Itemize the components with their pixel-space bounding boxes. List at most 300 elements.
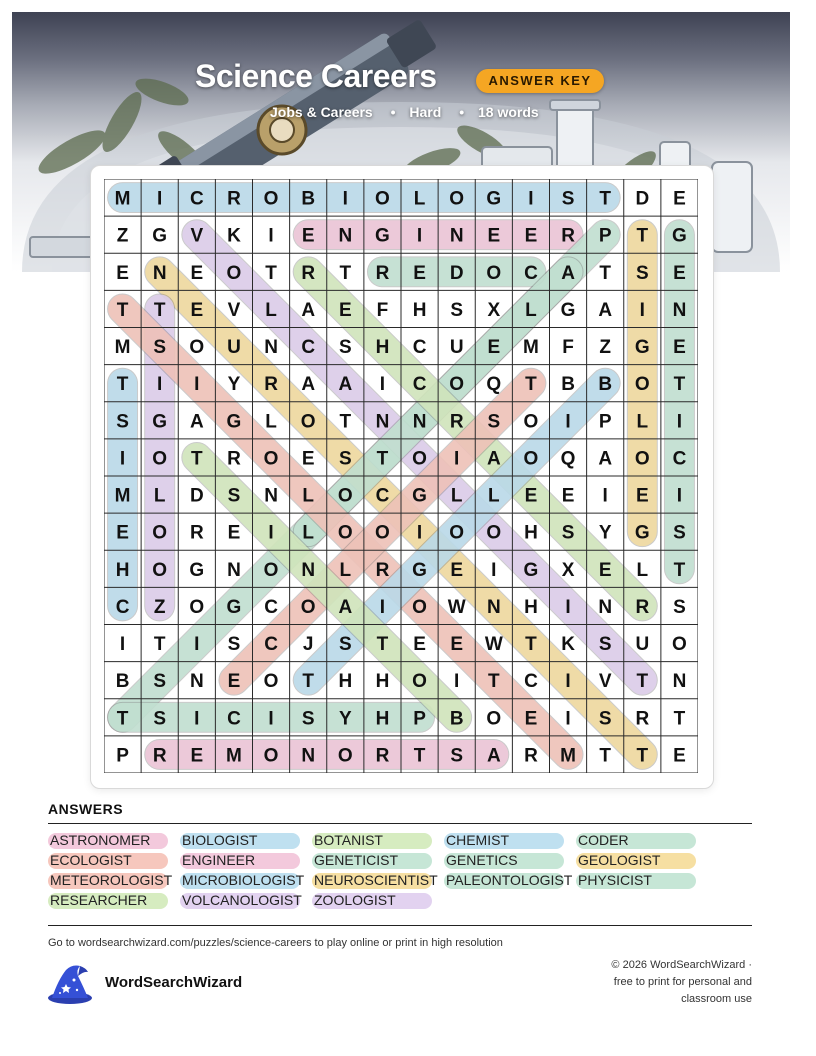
grid-letter[interactable]: S: [598, 708, 612, 730]
grid-letter[interactable]: S: [153, 671, 167, 693]
grid-letter[interactable]: O: [152, 522, 168, 544]
grid-letter[interactable]: G: [412, 559, 427, 581]
grid-letter[interactable]: C: [264, 596, 278, 618]
grid-letter[interactable]: S: [673, 522, 686, 544]
grid-letter[interactable]: P: [413, 708, 426, 730]
grid-letter[interactable]: N: [264, 337, 278, 359]
grid-letter[interactable]: E: [673, 337, 686, 359]
grid-letter[interactable]: I: [565, 411, 571, 433]
grid-letter[interactable]: Y: [338, 708, 352, 730]
grid-letter[interactable]: R: [375, 745, 390, 767]
grid-letter[interactable]: E: [524, 485, 538, 507]
grid-letter[interactable]: T: [116, 708, 129, 730]
grid-letter[interactable]: E: [338, 299, 352, 321]
grid-letter[interactable]: G: [672, 225, 687, 247]
grid-letter[interactable]: O: [523, 448, 539, 470]
grid-letter[interactable]: L: [265, 411, 277, 433]
grid-letter[interactable]: O: [634, 374, 650, 396]
grid-letter[interactable]: O: [672, 634, 687, 656]
grid-letter[interactable]: U: [449, 337, 464, 359]
answer-label: CODER: [578, 832, 629, 848]
grid-letter[interactable]: W: [447, 596, 466, 618]
answer-word: [312, 872, 440, 889]
grid-letter[interactable]: O: [449, 188, 465, 210]
grid-letter[interactable]: N: [412, 411, 427, 433]
grid-letter[interactable]: R: [524, 745, 538, 767]
grid-letter[interactable]: N: [486, 596, 501, 618]
grid-letter[interactable]: G: [375, 225, 390, 247]
brand-name[interactable]: WordSearchWizard: [105, 974, 243, 991]
grid-letter[interactable]: S: [450, 745, 464, 767]
grid-letter[interactable]: O: [263, 671, 279, 693]
grid-letter[interactable]: R: [227, 448, 241, 470]
grid-letter[interactable]: O: [189, 596, 205, 618]
answer-label: ENGINEER: [182, 852, 256, 868]
grid-letter[interactable]: O: [375, 522, 390, 544]
grid-letter[interactable]: R: [264, 374, 278, 396]
grid-letter[interactable]: P: [116, 745, 129, 767]
grid-letter[interactable]: M: [560, 745, 576, 767]
grid-letter[interactable]: T: [636, 671, 649, 693]
grid-letter[interactable]: J: [302, 634, 314, 656]
grid-letter[interactable]: O: [486, 522, 502, 544]
grid-letter[interactable]: K: [227, 225, 241, 247]
grid-letter[interactable]: I: [565, 596, 571, 618]
answer-key-badge: ANSWER KEY: [476, 69, 604, 93]
grid-letter[interactable]: N: [672, 299, 687, 321]
answer-word: [444, 872, 574, 889]
grid-letter[interactable]: I: [416, 225, 423, 247]
divider: [48, 925, 752, 926]
grid-letter[interactable]: I: [268, 522, 274, 544]
grid-letter[interactable]: P: [598, 411, 612, 433]
grid-letter[interactable]: H: [524, 596, 538, 618]
grid-letter[interactable]: O: [449, 374, 465, 396]
grid-letter[interactable]: E: [190, 262, 204, 284]
grid-letter[interactable]: I: [416, 522, 423, 544]
grid-letter[interactable]: C: [524, 262, 538, 284]
grid-letter[interactable]: E: [413, 634, 426, 656]
grid-letter[interactable]: M: [114, 188, 131, 210]
answers-heading: ANSWERS: [48, 801, 124, 817]
grid-letter[interactable]: E: [116, 262, 129, 284]
grid-letter[interactable]: T: [302, 671, 314, 693]
grid-letter[interactable]: X: [487, 299, 501, 321]
grid-letter[interactable]: O: [523, 411, 539, 433]
grid-letter[interactable]: C: [115, 596, 130, 618]
answer-word: [48, 872, 174, 889]
answer-label: NEUROSCIENTIST: [314, 872, 438, 888]
grid-letter[interactable]: E: [673, 262, 686, 284]
grid-letter[interactable]: I: [565, 671, 571, 693]
grid-letter[interactable]: B: [449, 708, 464, 730]
grid-letter[interactable]: O: [226, 262, 242, 284]
grid-letter[interactable]: S: [153, 708, 167, 730]
grid-letter[interactable]: C: [672, 448, 687, 470]
grid-letter[interactable]: M: [114, 337, 131, 359]
grid-letter[interactable]: C: [412, 337, 427, 359]
grid-letter[interactable]: N: [672, 671, 687, 693]
grid-letter[interactable]: Y: [227, 374, 241, 396]
answer-word: [180, 832, 259, 849]
grid-letter[interactable]: G: [152, 411, 168, 433]
grid-letter[interactable]: A: [338, 596, 353, 618]
grid-letter[interactable]: T: [376, 448, 389, 470]
grid-letter[interactable]: U: [227, 337, 241, 359]
grid-letter[interactable]: T: [636, 225, 649, 247]
grid-letter[interactable]: N: [301, 745, 316, 767]
grid-letter[interactable]: T: [525, 374, 537, 396]
answer-word: [576, 832, 631, 849]
grid-letter[interactable]: O: [375, 188, 390, 210]
grid-letter[interactable]: R: [152, 745, 167, 767]
grid-letter[interactable]: H: [524, 522, 538, 544]
answer-label: BOTANIST: [314, 832, 383, 848]
grid-letter[interactable]: R: [635, 708, 650, 730]
grid-letter[interactable]: T: [339, 411, 352, 433]
grid-letter[interactable]: L: [339, 559, 352, 581]
divider: [48, 823, 752, 824]
word-search-grid[interactable]: [104, 179, 698, 773]
grid-letter[interactable]: A: [561, 262, 575, 284]
grid-letter[interactable]: T: [153, 634, 166, 656]
grid-letter[interactable]: N: [301, 559, 316, 581]
grid-letter[interactable]: D: [189, 485, 204, 507]
answer-label: ASTRONOMER: [50, 832, 151, 848]
grid-letter[interactable]: O: [152, 448, 168, 470]
grid-letter[interactable]: G: [560, 299, 576, 321]
grid-letter[interactable]: A: [486, 745, 501, 767]
grid-letter[interactable]: G: [226, 596, 242, 618]
grid-letter[interactable]: I: [528, 188, 534, 210]
grid-letter[interactable]: T: [488, 671, 500, 693]
grid-letter[interactable]: L: [153, 485, 166, 507]
grid-letter[interactable]: R: [227, 188, 241, 210]
grid-letter[interactable]: S: [227, 485, 241, 507]
grid-letter[interactable]: R: [635, 596, 650, 618]
grid-letter[interactable]: P: [598, 225, 612, 247]
grid-letter[interactable]: R: [375, 559, 390, 581]
grid-letter[interactable]: L: [636, 411, 649, 433]
grid-letter[interactable]: S: [338, 337, 352, 359]
grid-letter[interactable]: I: [639, 299, 645, 321]
grid-letter[interactable]: C: [412, 374, 427, 396]
grid-letter[interactable]: F: [562, 337, 574, 359]
grid-letter[interactable]: L: [450, 485, 463, 507]
grid-letter[interactable]: L: [636, 559, 649, 581]
grid-letter[interactable]: I: [194, 708, 200, 730]
grid-letter[interactable]: O: [634, 448, 650, 470]
grid-letter[interactable]: E: [673, 745, 686, 767]
grid-letter[interactable]: B: [561, 374, 575, 396]
grid-letter[interactable]: S: [450, 299, 464, 321]
grid-letter[interactable]: U: [635, 634, 650, 656]
grid-letter[interactable]: H: [115, 559, 130, 581]
grid-letter[interactable]: E: [227, 522, 241, 544]
grid-letter[interactable]: O: [337, 522, 353, 544]
answer-label: PHYSICIST: [578, 872, 652, 888]
answer-word: [48, 852, 134, 869]
grid-letter[interactable]: D: [449, 262, 464, 284]
grid-letter[interactable]: O: [263, 448, 279, 470]
grid-letter[interactable]: I: [379, 596, 386, 618]
grid-letter[interactable]: H: [375, 671, 390, 693]
grid-letter[interactable]: G: [189, 559, 205, 581]
grid-letter[interactable]: I: [491, 559, 497, 581]
grid-letter[interactable]: I: [454, 671, 460, 693]
grid-letter[interactable]: R: [449, 411, 464, 433]
grid-letter[interactable]: R: [375, 262, 390, 284]
answer-label: RESEARCHER: [50, 892, 148, 908]
grid-letter[interactable]: S: [673, 596, 686, 618]
grid-letter[interactable]: I: [565, 708, 571, 730]
grid-letter[interactable]: V: [190, 225, 204, 247]
grid-letter[interactable]: M: [114, 485, 131, 507]
grid-letter[interactable]: C: [375, 485, 390, 507]
grid-letter[interactable]: S: [598, 634, 612, 656]
grid-letter[interactable]: G: [486, 188, 502, 210]
grid-letter[interactable]: E: [227, 671, 241, 693]
grid-letter[interactable]: L: [413, 188, 426, 210]
grid-letter[interactable]: Z: [153, 596, 166, 618]
grid-letter[interactable]: E: [450, 559, 464, 581]
answer-word: [180, 892, 304, 909]
grid-letter[interactable]: C: [189, 188, 204, 210]
answer-label: PALEONTOLOGIST: [446, 872, 573, 888]
grid-letter[interactable]: S: [561, 188, 575, 210]
grid-letter[interactable]: A: [598, 299, 613, 321]
grid-letter[interactable]: I: [268, 708, 274, 730]
grid-letter[interactable]: N: [189, 671, 204, 693]
grid-letter[interactable]: I: [157, 374, 163, 396]
grid-letter[interactable]: C: [301, 337, 316, 359]
grid-letter[interactable]: E: [524, 225, 538, 247]
grid-letter[interactable]: H: [375, 337, 390, 359]
grid-letter[interactable]: T: [413, 745, 426, 767]
grid-letter[interactable]: E: [413, 262, 426, 284]
grid-letter[interactable]: W: [484, 634, 503, 656]
grid-letter[interactable]: R: [301, 262, 316, 284]
grid-letter[interactable]: S: [116, 411, 129, 433]
grid-letter[interactable]: A: [486, 448, 501, 470]
answer-label: CHEMIST: [446, 832, 509, 848]
grid-letter[interactable]: I: [194, 634, 200, 656]
grid-letter[interactable]: T: [191, 448, 203, 470]
grid-letter[interactable]: I: [194, 374, 200, 396]
grid-letter[interactable]: I: [157, 188, 163, 210]
grid-letter[interactable]: C: [227, 708, 241, 730]
grid-letter[interactable]: N: [152, 262, 167, 284]
page-title: Science Careers: [195, 58, 437, 94]
copyright: [552, 957, 752, 1008]
grid-letter[interactable]: C: [264, 634, 278, 656]
copyright-line: classroom use: [681, 993, 752, 1005]
answer-label: VOLCANOLOGIST: [182, 892, 302, 908]
answer-word: [312, 852, 400, 869]
grid-letter[interactable]: O: [300, 596, 316, 618]
grid-letter[interactable]: O: [337, 485, 353, 507]
grid-letter[interactable]: N: [227, 559, 241, 581]
grid-letter[interactable]: O: [449, 522, 465, 544]
grid-letter[interactable]: A: [301, 374, 316, 396]
grid-letter[interactable]: S: [301, 708, 315, 730]
grid-letter[interactable]: O: [300, 411, 316, 433]
answer-word: [312, 892, 398, 909]
grid-letter[interactable]: L: [525, 299, 537, 321]
grid-letter[interactable]: O: [152, 559, 168, 581]
grid-letter[interactable]: O: [486, 708, 502, 730]
answer-word: [48, 832, 152, 849]
answer-word: [576, 872, 654, 889]
grid-letter[interactable]: K: [561, 634, 575, 656]
grid-letter[interactable]: O: [263, 188, 279, 210]
grid-letter[interactable]: I: [342, 188, 348, 210]
grid-letter[interactable]: I: [676, 411, 683, 433]
category-label: Jobs & Careers: [270, 104, 373, 120]
grid-letter[interactable]: I: [602, 485, 608, 507]
grid-letter[interactable]: A: [598, 448, 613, 470]
grid-letter[interactable]: S: [338, 448, 352, 470]
grid-letter[interactable]: E: [487, 337, 501, 359]
grid-letter[interactable]: D: [635, 188, 650, 210]
grid-letter[interactable]: E: [190, 745, 204, 767]
grid-letter[interactable]: N: [598, 596, 613, 618]
answer-word: [444, 832, 511, 849]
grid-letter[interactable]: Z: [599, 337, 611, 359]
answer-label: ZOOLOGIST: [314, 892, 396, 908]
grid-letter[interactable]: T: [116, 374, 129, 396]
grid-letter[interactable]: O: [412, 448, 427, 470]
grid-letter[interactable]: I: [379, 374, 386, 396]
grid-letter[interactable]: N: [264, 485, 278, 507]
grid-letter[interactable]: Q: [486, 374, 502, 396]
grid-letter[interactable]: S: [561, 522, 575, 544]
grid-letter[interactable]: N: [449, 225, 464, 247]
grid-letter[interactable]: O: [412, 671, 427, 693]
grid-letter[interactable]: G: [152, 225, 168, 247]
grid-letter[interactable]: Z: [116, 225, 129, 247]
grid-letter[interactable]: Q: [560, 448, 576, 470]
grid-letter[interactable]: A: [189, 411, 204, 433]
grid-letter[interactable]: T: [376, 634, 389, 656]
grid-letter[interactable]: E: [635, 485, 649, 507]
grid-letter[interactable]: S: [338, 634, 352, 656]
grid-letter[interactable]: X: [561, 559, 575, 581]
grid-letter[interactable]: E: [673, 188, 686, 210]
grid-letter[interactable]: M: [523, 337, 539, 359]
grid-letter[interactable]: R: [561, 225, 575, 247]
grid-letter[interactable]: O: [263, 745, 279, 767]
answer-label: GEOLOGIST: [578, 852, 661, 868]
grid-letter[interactable]: T: [673, 374, 686, 396]
grid-letter[interactable]: T: [525, 634, 537, 656]
grid-letter[interactable]: T: [673, 559, 686, 581]
grid-letter[interactable]: I: [268, 225, 274, 247]
wizard-hat-icon: [46, 962, 94, 1006]
answer-word: [180, 872, 306, 889]
grid-letter[interactable]: T: [599, 262, 611, 284]
difficulty-label: Hard: [409, 104, 442, 120]
grid-letter[interactable]: N: [338, 225, 353, 247]
grid-letter[interactable]: T: [636, 745, 649, 767]
grid-letter[interactable]: H: [338, 671, 353, 693]
grid-letter[interactable]: E: [598, 559, 612, 581]
grid-letter[interactable]: E: [524, 708, 538, 730]
grid-letter[interactable]: G: [634, 522, 650, 544]
grid-letter[interactable]: O: [337, 745, 353, 767]
grid-letter[interactable]: I: [119, 634, 126, 656]
grid-letter[interactable]: L: [302, 485, 314, 507]
grid-letter[interactable]: E: [487, 225, 501, 247]
answer-label: GENETICS: [446, 852, 518, 868]
puzzle-meta: [270, 104, 543, 120]
answer-label: METEOROLOGIST: [50, 872, 173, 888]
grid-letter[interactable]: H: [412, 299, 427, 321]
grid-letter[interactable]: O: [412, 596, 427, 618]
grid-letter[interactable]: E: [561, 485, 575, 507]
grid-letter[interactable]: E: [116, 522, 129, 544]
grid-letter[interactable]: A: [301, 299, 316, 321]
grid-letter[interactable]: T: [116, 299, 129, 321]
grid-letter[interactable]: M: [226, 745, 242, 767]
grid-letter[interactable]: E: [190, 299, 204, 321]
grid-letter[interactable]: S: [635, 262, 649, 284]
grid-letter[interactable]: G: [523, 559, 539, 581]
grid-letter[interactable]: S: [227, 634, 241, 656]
grid-letter[interactable]: B: [598, 374, 613, 396]
grid-letter[interactable]: T: [153, 299, 166, 321]
separator: •: [459, 104, 465, 120]
footer-note[interactable]: Go to wordsearchwizard.com/puzzles/science-careers to play online or print in high resolution: [48, 937, 503, 949]
grid-letter[interactable]: E: [301, 448, 315, 470]
grid-letter[interactable]: I: [454, 448, 460, 470]
grid-letter[interactable]: N: [375, 411, 390, 433]
grid-letter[interactable]: T: [265, 262, 277, 284]
grid-letter[interactable]: L: [488, 485, 500, 507]
grid-letter[interactable]: B: [301, 188, 316, 210]
grid-letter[interactable]: Y: [598, 522, 612, 544]
grid-letter[interactable]: G: [634, 337, 650, 359]
grid-letter[interactable]: S: [153, 337, 167, 359]
grid-letter[interactable]: O: [263, 559, 279, 581]
grid-letter[interactable]: C: [524, 671, 538, 693]
grid-letter[interactable]: T: [339, 262, 352, 284]
grid-letter[interactable]: B: [115, 671, 130, 693]
grid-letter[interactable]: E: [301, 225, 315, 247]
grid-letter[interactable]: R: [189, 522, 204, 544]
copyright-line: © 2026 WordSearchWizard ·: [611, 959, 752, 971]
grid-letter[interactable]: O: [189, 337, 205, 359]
grid-letter[interactable]: S: [487, 411, 501, 433]
answer-word: [48, 892, 149, 909]
grid-letter[interactable]: T: [599, 188, 611, 210]
grid-letter[interactable]: G: [226, 411, 242, 433]
grid-letter[interactable]: L: [302, 522, 314, 544]
grid-letter[interactable]: V: [598, 671, 612, 693]
grid-letter[interactable]: L: [265, 299, 277, 321]
grid-letter[interactable]: H: [375, 708, 390, 730]
grid-letter[interactable]: F: [376, 299, 389, 321]
grid-letter[interactable]: V: [227, 299, 241, 321]
grid-letter[interactable]: E: [450, 634, 464, 656]
grid-letter[interactable]: A: [338, 374, 353, 396]
grid-letter[interactable]: I: [119, 448, 126, 470]
grid-letter[interactable]: O: [486, 262, 502, 284]
grid-letter[interactable]: G: [412, 485, 427, 507]
grid-letter[interactable]: T: [599, 745, 611, 767]
grid-letter[interactable]: T: [673, 708, 686, 730]
grid-letter[interactable]: I: [676, 485, 683, 507]
